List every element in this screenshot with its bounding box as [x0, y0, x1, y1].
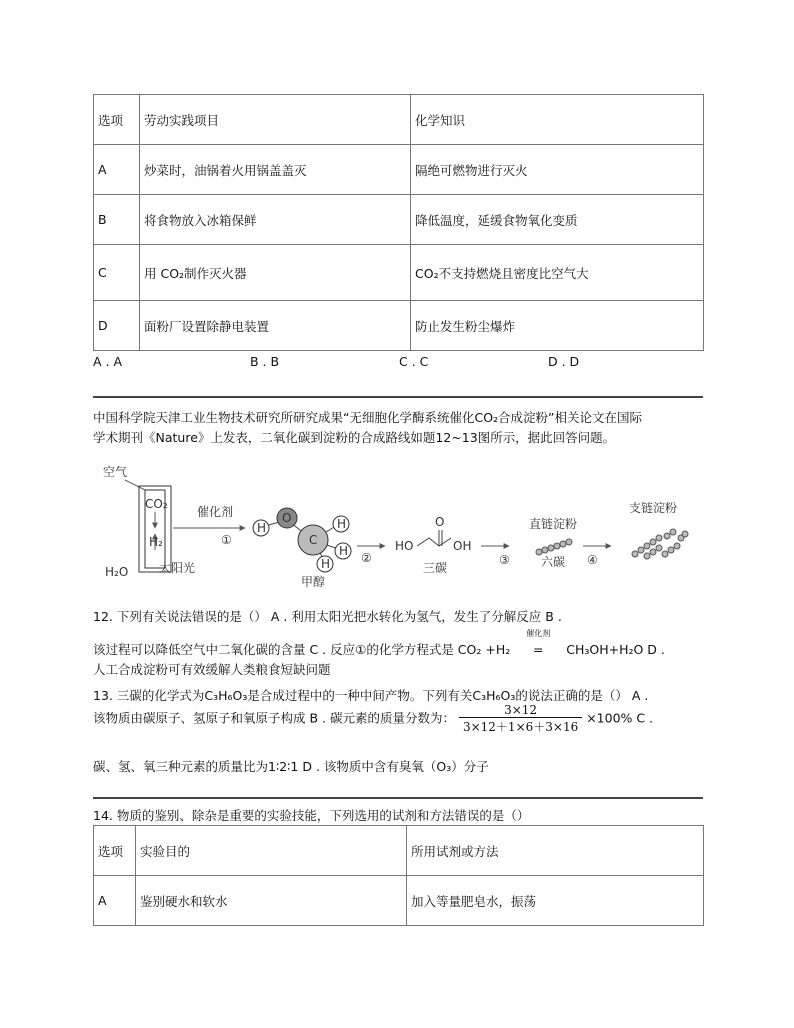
q12-line-2-text-b: CH₃OH+H₂O D . [566, 642, 665, 657]
table-cell: 面粉厂设置除静电装置 [140, 301, 411, 351]
oh-label: OH [453, 539, 472, 553]
catalyst-label: 催化剂 [197, 505, 234, 519]
q13-line-2-text-b: ×100% C . [586, 710, 654, 726]
atom-label: H [339, 544, 349, 558]
atom-label: H [321, 557, 331, 571]
branched-starch-label: 支链淀粉 [629, 501, 678, 515]
divider [93, 396, 703, 398]
table-cell: 防止发生粉尘爆炸 [411, 301, 704, 351]
q12-line-3: 人工合成淀粉可有效缓解人类粮食短缺问题 [93, 662, 331, 677]
fraction-numerator: 3×12 [459, 703, 582, 718]
table-cell: D [94, 301, 140, 351]
q13-line-2 [93, 703, 653, 735]
fraction-denominator: 3×12＋1×6＋3×16 [462, 720, 579, 734]
o-label: O [435, 515, 445, 529]
table-header-knowledge: 化学知识 [411, 95, 704, 145]
table-header-project: 劳动实践项目 [140, 95, 411, 145]
table-header-purpose: 实验目的 [136, 826, 407, 876]
table-row [94, 145, 704, 195]
table-cell: 加入等量肥皂水，振荡 [407, 876, 704, 926]
passage-line-1: 中国科学院天津工业生物技术研究所研究成果“无细胞化学酶系统催化CO₂合成淀粉”相关论文在国际 [93, 410, 643, 425]
h2-label: H₂ [149, 535, 163, 549]
q14-title: 14. 物质的鉴别、除杂是重要的实验技能，下列选用的试剂和方法错误的是（） [93, 808, 530, 823]
table-cell: A [94, 876, 136, 926]
table-cell: 炒菜时，油锅着火用锅盖盖灭 [140, 145, 411, 195]
table-row [94, 195, 704, 245]
option-d: D . D [548, 354, 580, 369]
option-a: A . A [93, 354, 123, 369]
branched-starch-chain [632, 529, 688, 559]
table-cell: 用 CO₂制作灭火器 [140, 245, 411, 301]
straight-starch-label: 直链淀粉 [529, 517, 578, 531]
table-cell: 降低温度，延缓食物氧化变质 [411, 195, 704, 245]
equation-sign [514, 629, 562, 657]
mass-fraction [459, 703, 582, 735]
air-label: 空气 [103, 465, 128, 479]
catalyst-condition: 催化剂 [526, 629, 551, 638]
table-cell: 将食物放入冰箱保鲜 [140, 195, 411, 245]
table-labor-practice [93, 94, 704, 351]
table-header-option: 选项 [94, 95, 140, 145]
table-cell: B [94, 195, 140, 245]
atom-label: O [282, 511, 292, 525]
step-3: ③ [499, 553, 510, 567]
option-c: C . C [399, 354, 429, 369]
sunlight-label: 太阳光 [159, 561, 196, 575]
step-1: ① [221, 533, 232, 547]
q12-line-2-text: 该过程可以降低空气中二氧化碳的含量 C . 反应①的化学方程式是 CO₂ +H₂ [93, 642, 511, 657]
q13-line-2-text: 该物质由碳原子、氢原子和氧原子构成 B . 碳元素的质量分数为： [93, 710, 455, 726]
table-cell: C [94, 245, 140, 301]
co2-label: CO₂ [145, 497, 168, 511]
table-cell: 鉴别硬水和软水 [136, 876, 407, 926]
q12-line-2 [93, 629, 665, 658]
table-cell: A [94, 145, 140, 195]
synthesis-route-diagram [95, 458, 715, 588]
table-header-option: 选项 [94, 826, 136, 876]
divider [93, 797, 703, 799]
table-cell: CO₂不支持燃烧且密度比空气大 [411, 245, 704, 301]
option-b: B . B [250, 354, 280, 369]
atom-label: H [337, 517, 347, 531]
table-row [94, 876, 704, 926]
h2o-label: H₂O [105, 565, 129, 579]
sancarbon-label: 三碳 [423, 561, 448, 575]
passage-line-2: 学术期刊《Nature》上发表，二氧化碳到淀粉的合成路线如题12~13图所示，据此回答问题。 [93, 430, 616, 445]
table-row [94, 301, 704, 351]
ho-label: HO [395, 539, 414, 553]
straight-starch-chain [536, 539, 572, 555]
table-row [94, 245, 704, 301]
atom-label: H [257, 521, 267, 535]
methanol-label: 甲醇 [301, 575, 326, 588]
step-4: ④ [587, 553, 598, 567]
atom-label: C [309, 533, 318, 547]
equals-sign: = [532, 642, 544, 657]
liucarbon-label: 六碳 [541, 555, 566, 569]
q13-line-3: 碳、氢、氧三种元素的质量比为1∶2∶1 D . 该物质中含有臭氧（O₃）分子 [93, 759, 489, 774]
table-experiment [93, 825, 704, 926]
step-2: ② [361, 551, 372, 565]
q12-line-1: 12. 下列有关说法错误的是（） A . 利用太阳光把水转化为氢气，发生了分解反应 B . [93, 609, 562, 624]
table-header-method: 所用试剂或方法 [407, 826, 704, 876]
q13-line-1: 13. 三碳的化学式为C₃H₆O₃是合成过程中的一种中间产物。下列有关C₃H₆O₃的说法正确的是（） A . [93, 688, 649, 703]
table-cell: 隔绝可燃物进行灭火 [411, 145, 704, 195]
